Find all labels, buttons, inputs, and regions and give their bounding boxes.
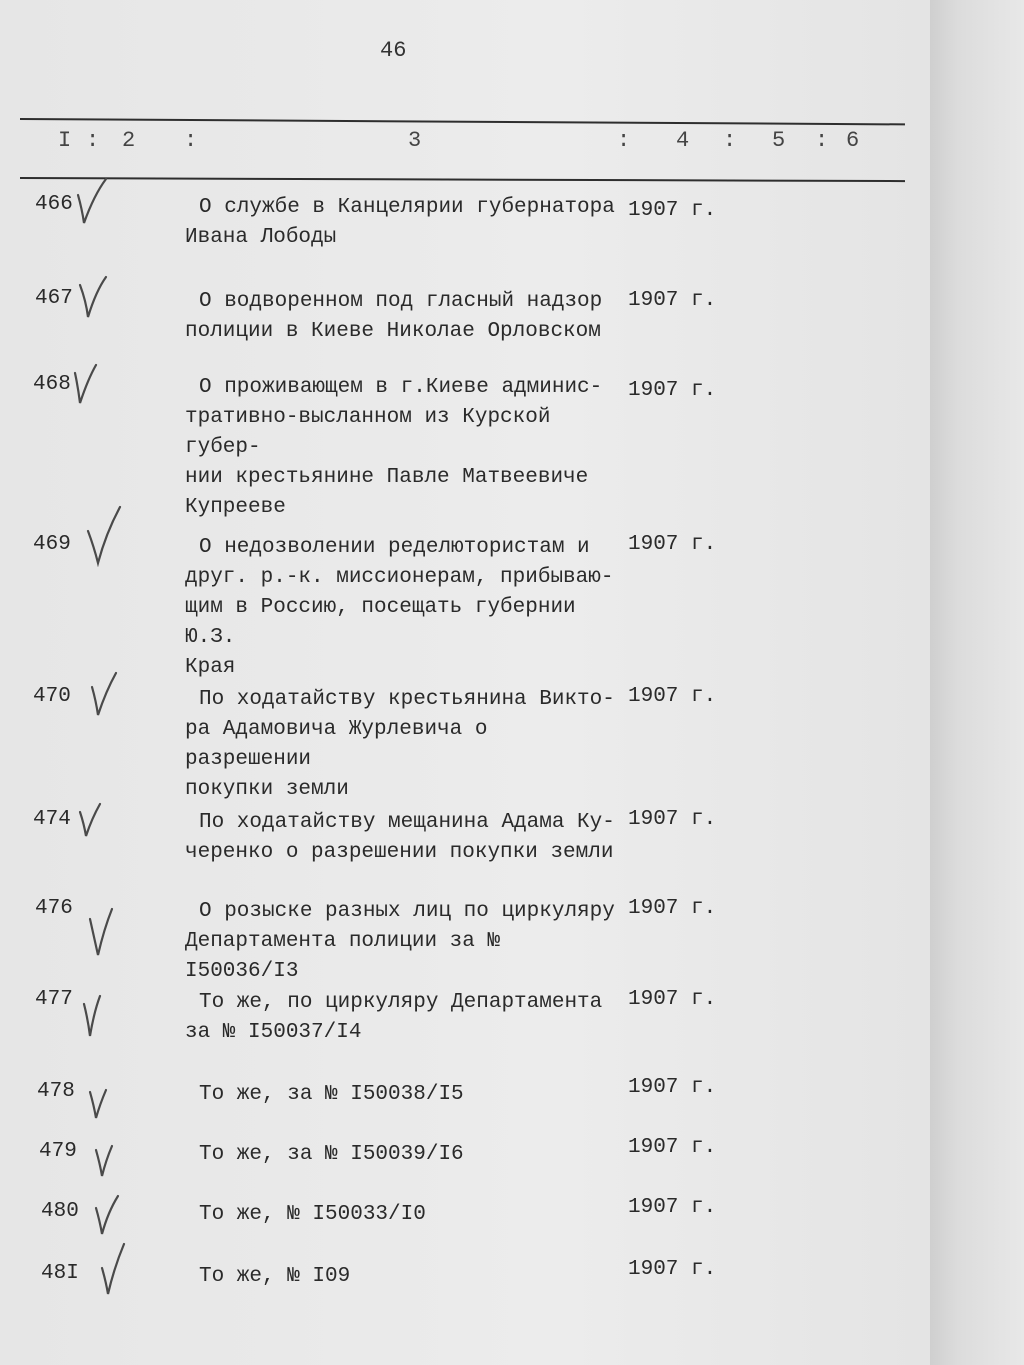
description-line: О водворенном под гласный надзор (199, 290, 603, 313)
description-line: По ходатайству крестьянина Викто- (199, 688, 615, 711)
entry-number: 466 (35, 193, 73, 216)
description-line: Ивана Лободы (185, 226, 337, 249)
entry-year: 1907 г. (628, 1196, 717, 1219)
column-separator: : (815, 128, 829, 153)
checkmark-icon (86, 1086, 126, 1122)
description-line: щим в Россию, посещать губернии Ю.З. (185, 596, 576, 649)
column-separator: : (184, 128, 198, 153)
description-line: По ходатайству мещанина Адама Ку- (199, 811, 615, 834)
entry-description (185, 1080, 625, 1110)
description-line: То же, за № I50039/I6 (199, 1143, 464, 1166)
description-line: Купрееве (185, 496, 286, 519)
entry-number: 479 (39, 1140, 77, 1163)
description-line: То же, по циркуляру Департамента (199, 991, 603, 1014)
description-line: друг. р.-к. миссионерам, прибываю- (185, 566, 614, 589)
entry-year: 1907 г. (628, 988, 717, 1011)
description-line: То же, № I50033/I0 (199, 1203, 426, 1226)
checkmark-icon (78, 992, 118, 1044)
entry-year: 1907 г. (628, 1258, 717, 1281)
page-number: 46 (380, 38, 407, 63)
description-line: О недозволении ределютористам и (199, 536, 590, 559)
description-line: полиции в Киеве Николае Орловском (185, 320, 601, 343)
description-line: О службе в Канцелярии губернатора (199, 196, 615, 219)
entry-year: 1907 г. (628, 808, 717, 831)
entry-number: 470 (33, 685, 71, 708)
entry-number: 476 (35, 897, 73, 920)
entry-description (185, 1200, 625, 1230)
entry-year: 1907 г. (628, 379, 717, 402)
column-header-1: I (58, 128, 72, 153)
entry-description (185, 897, 625, 987)
column-header-3: 3 (408, 128, 422, 153)
entry-year: 1907 г. (628, 897, 717, 920)
entry-number: 467 (35, 287, 73, 310)
description-line: О розыске разных лиц по циркуляру (199, 900, 615, 923)
checkmark-icon (86, 669, 126, 721)
entry-number: 474 (33, 808, 71, 831)
entry-year: 1907 г. (628, 199, 717, 222)
description-line: ра Адамовича Журлевича о разрешении (185, 718, 488, 771)
checkmark-icon (98, 1240, 138, 1298)
description-line: нии крестьянине Павле Матвеевиче (185, 466, 589, 489)
description-line: тративно-высланном из Курской губер- (185, 406, 551, 459)
column-header-2: 2 (122, 128, 136, 153)
checkmark-icon (92, 1142, 132, 1182)
entry-year: 1907 г. (628, 289, 717, 312)
entry-description (185, 193, 625, 253)
entry-description (185, 287, 625, 347)
page-edge-background (930, 0, 1024, 1365)
entry-number: 48I (41, 1262, 79, 1285)
column-header-4: 4 (676, 128, 690, 153)
entry-description (185, 988, 625, 1048)
entry-number: 469 (33, 533, 71, 556)
entry-year: 1907 г. (628, 1136, 717, 1159)
checkmark-icon (74, 271, 114, 323)
column-separator: : (86, 128, 100, 153)
entry-description (185, 1140, 625, 1170)
entry-year: 1907 г. (628, 533, 717, 556)
checkmark-icon (84, 905, 124, 957)
entry-number: 480 (41, 1200, 79, 1223)
description-line: за № I50037/I4 (185, 1021, 362, 1044)
checkmark-icon (72, 175, 112, 227)
column-separator: : (617, 128, 631, 153)
description-line: черенко о разрешении покупки земли (185, 841, 614, 864)
column-header-6: 6 (846, 128, 860, 153)
checkmark-icon (82, 503, 126, 567)
checkmark-icon (70, 361, 110, 413)
description-line: О проживающем в г.Киеве админис- (199, 376, 603, 399)
entry-description (185, 533, 625, 683)
description-line: То же, № I09 (199, 1265, 351, 1288)
entry-description (185, 1262, 625, 1292)
entry-number: 468 (33, 373, 71, 396)
description-line: Края (185, 656, 236, 679)
description-line: Департамента полиции за № I50036/I3 (185, 930, 501, 983)
description-line: То же, за № I50038/I5 (199, 1083, 464, 1106)
entry-year: 1907 г. (628, 1076, 717, 1099)
entry-number: 478 (37, 1080, 75, 1103)
entry-description (185, 373, 625, 523)
entry-description (185, 685, 625, 805)
description-line: покупки земли (185, 778, 349, 801)
entry-year: 1907 г. (628, 685, 717, 708)
entry-number: 477 (35, 988, 73, 1011)
checkmark-icon (92, 1192, 132, 1238)
column-separator: : (723, 128, 737, 153)
entry-description (185, 808, 625, 868)
checkmark-icon (76, 802, 116, 854)
column-header-5: 5 (772, 128, 786, 153)
